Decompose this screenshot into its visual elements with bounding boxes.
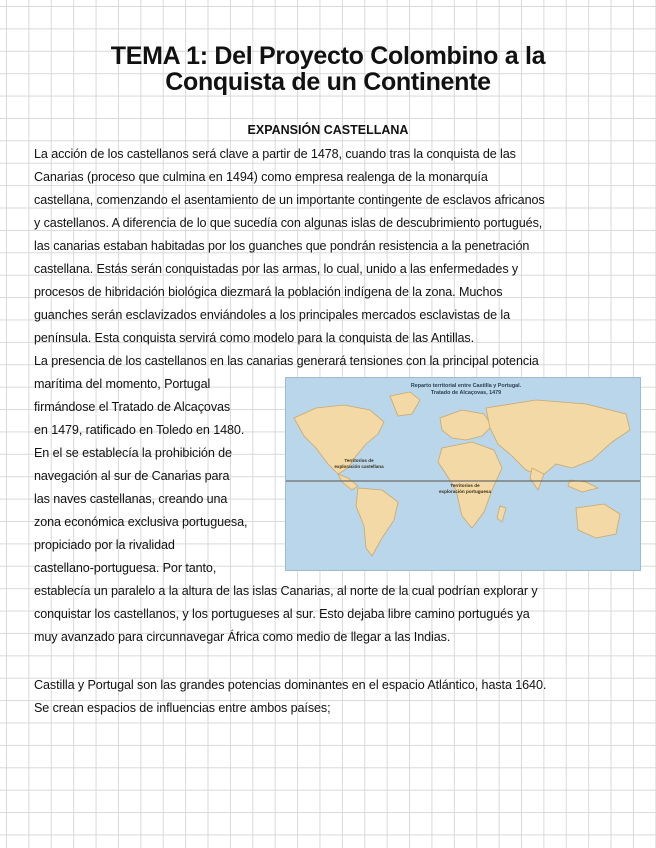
title-line-2: Conquista de un Continente xyxy=(165,68,491,96)
section-heading: EXPANSIÓN CASTELLANA xyxy=(247,123,409,137)
body-line: zona económica exclusiva portuguesa, xyxy=(34,515,248,529)
body-line: propiciado por la rivalidad xyxy=(34,538,175,552)
south-america-landmass xyxy=(356,488,398,556)
sea-islands-landmass xyxy=(568,480,598,492)
title-line-1: TEMA 1: Del Proyecto Colombino a la xyxy=(110,42,546,70)
world-map-graphic xyxy=(286,378,640,570)
body-line: marítima del momento, Portugal xyxy=(34,377,211,391)
body-line: establecía un paralelo a la altura de las islas Canarias, al norte de la cual podrían explorar y xyxy=(34,584,538,598)
body-line: castellana. Estás serán conquistadas por las armas, lo cual, unido a las enfermedades y xyxy=(34,262,519,276)
castile-zone-label: Territorios de exploración castellana xyxy=(334,458,384,469)
body-line: firmándose el Tratado de Alcaçovas xyxy=(34,400,231,414)
asia-landmass xyxy=(486,400,630,476)
body-line: y castellanos. A diferencia de lo que sucedía con algunas islas de descubrimiento portugués, xyxy=(34,216,543,230)
page-title xyxy=(0,43,656,95)
body-line: las naves castellanas, creando una xyxy=(34,492,228,506)
portugal-zone-label: Territorios de exploración portuguesa xyxy=(438,483,492,494)
body-line: Se crean espacios de influencias entre ambos países; xyxy=(34,701,331,715)
body-line: Canarias (proceso que culmina en 1494) como empresa realenga de la monarquía xyxy=(34,170,488,184)
body-line: las canarias estaban habitadas por los guanches que pondrán resistencia a la penetración xyxy=(34,239,530,253)
body-line: guanches serán esclavizados enviándoles a los principales mercados esclavistas de la xyxy=(34,308,511,322)
body-line: En el se establecía la prohibición de xyxy=(34,446,232,460)
central-america-landmass xyxy=(338,474,358,490)
europe-landmass xyxy=(440,410,492,440)
map-title: Reparto territorial entre Castilla y Portugal. Tratado de Alcaçovas, 1479 xyxy=(410,383,522,396)
body-line: La acción de los castellanos será clave a partir de 1478, cuando tras la conquista de las xyxy=(34,147,516,161)
body-line: procesos de hibridación biológica diezmará la población indígena de la zona. Muchos xyxy=(34,285,503,299)
body-line: navegación al sur de Canarias para xyxy=(34,469,230,483)
madagascar-landmass xyxy=(497,506,506,522)
treaty-world-map xyxy=(285,377,641,571)
body-line: muy avanzado para circunnavegar África como medio de llegar a las Indias. xyxy=(34,630,451,644)
body-line: castellano-portuguesa. Por tanto, xyxy=(34,561,217,575)
body-line: península. Esta conquista servirá como modelo para la conquista de las Antillas. xyxy=(34,331,475,345)
body-line: Castilla y Portugal son las grandes potencias dominantes en el espacio Atlántico, hasta 1640. xyxy=(34,678,547,692)
body-line: en 1479, ratificado en Toledo en 1480. xyxy=(34,423,245,437)
australia-landmass xyxy=(576,504,620,538)
body-line: castellana, comenzando el asentamiento de un importante contingente de esclavos africanos xyxy=(34,193,545,207)
body-line: La presencia de los castellanos en las canarias generará tensiones con la principal potencia xyxy=(34,354,539,368)
body-line: conquistar los castellanos, y los portugueses al sur. Esto dejaba libre camino portugués ya xyxy=(34,607,530,621)
